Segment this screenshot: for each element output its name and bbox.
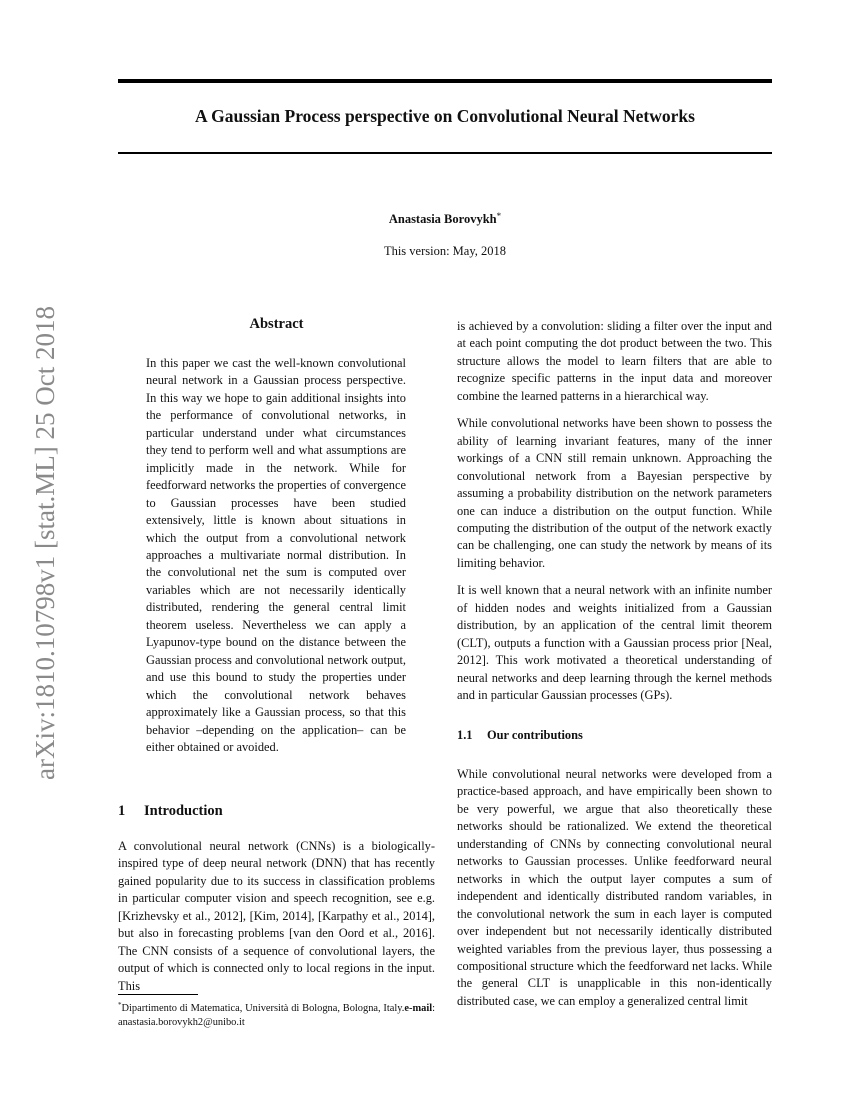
footnote-mark: * [118, 1001, 122, 1009]
abstract-heading: Abstract [249, 316, 304, 332]
footnote-rule [118, 994, 198, 995]
paragraph: is achieved by a convolution: sliding a filter over the input and at each point computing the dot product between the two. This structure allows the model to learn filters that are able to recognize specific patterns in the input data and moreover combine the learned patterns in a hierarchical way. [457, 319, 772, 403]
section-heading-introduction [118, 801, 223, 821]
paragraph: It is well known that a neural network with an infinite number of hidden nodes and weights initialized from a Gaussian distribution, by an application of the central limit theorem (CLT), outputs a function with a Gaussian process prior [Neal, 2012]. This work motivated a theoretical understanding of neural networks and deep learning through the kernel methods and in particular Gaussian processes (GPs). [457, 583, 772, 703]
subsection-heading-contributions [457, 727, 772, 744]
footnote-email: : anastasia.borovykh2@unibo.it [118, 1003, 435, 1028]
footnote [118, 998, 435, 1030]
introduction-text: A convolutional neural network (CNNs) is a biologically-inspired type of deep neural network (DNN) that has recently gained popularity due to its success in classification problems in particular computer vision and speech recognition, see e.g. [Krizhevsky et al., 2012], [Kim, 2014], [Karpathy et al., 2014], but also in forecasting problems [van den Oord et al., 2016]. The CNN consists of a sequence of convolutional layers, the output of which is connected only to local regions in the input. This [118, 839, 435, 993]
author-name: Anastasia Borovykh [388, 212, 497, 226]
title-top-rule [118, 79, 772, 83]
abstract-text: In this paper we cast the well-known convolutional neural network in a Gaussian process perspective. In this way we hope to gain additional insights into the performance of convolutional networks, in particular understand under what circumstances they tend to perform well and what assumptions are implicitly made in the network. While for feedforward networks the properties of convergence to Gaussian processes have been studied extensively, little is known about situations in which the output from a convolutional network approaches a multivariate normal distribution. In the convolutional net the sum is computed over variables which are not necessarily identically distributed, rendering the general central limit theorem useless. Nevertheless we can apply a Lyapunov-type bound on the distance between the Gaussian process and convolutional network output, and use this bound to study the properties under which the convolutional network behaves approximately like a Gaussian process, so that this behavior –depending on the application– can be either obtained or avoided. [146, 356, 406, 754]
paragraph: While convolutional networks have been shown to possess the ability of learning invariant features, many of the inner workings of a CNN still remain unknown. Approaching the convolutional network from a Bayesian perspective by assuming a probability distribution on the network parameters one can induce a distribution on the output function. While computing the distribution of the output of the network exactly can be challenging, one can study the network by means of its limiting behavior. [457, 416, 772, 570]
footnote-email-label: e-mail [404, 1003, 433, 1014]
paragraph: While convolutional neural networks were developed from a practice-based approach, and have empirically been shown to be very powerful, we argue that also theoretically these networks should be rationalized. We extend the theoretical understanding of CNNs by connecting convolutional neural networks to Gaussian processes. Unlike feedforward neural networks in which the output layer computes a sum of independent and identically distributed random variables, in the convolutional network the sum in each layer is computed over independent but not necessarily identically distributed weighted variables from the previous layer, thus possessing a compositional structure which the feedforward net lacks. While the general CLT is unapplicable in this non-identically distributed case, we can employ a generalized central limit [457, 766, 772, 1008]
title-bottom-rule [118, 152, 772, 154]
section-title: Introduction [144, 803, 223, 819]
footnote-affiliation: Dipartimento di Matematica, Università di Bologna, Bologna, Italy. [121, 1003, 405, 1014]
subsection-title: Our contributions [487, 727, 583, 742]
section-number: 1 [118, 803, 126, 819]
author-line [118, 207, 772, 228]
right-column [457, 318, 772, 1020]
author-footnote-mark: * [496, 211, 502, 221]
subsection-number: 1.1 [457, 727, 473, 742]
paper-title: A Gaussian Process perspective on Convolutional Neural Networks [195, 106, 695, 126]
version-line: This version: May, 2018 [383, 244, 507, 258]
arxiv-identifier-stamp: arXiv:1810.10798v1 [stat.ML] 25 Oct 2018 [30, 306, 60, 780]
